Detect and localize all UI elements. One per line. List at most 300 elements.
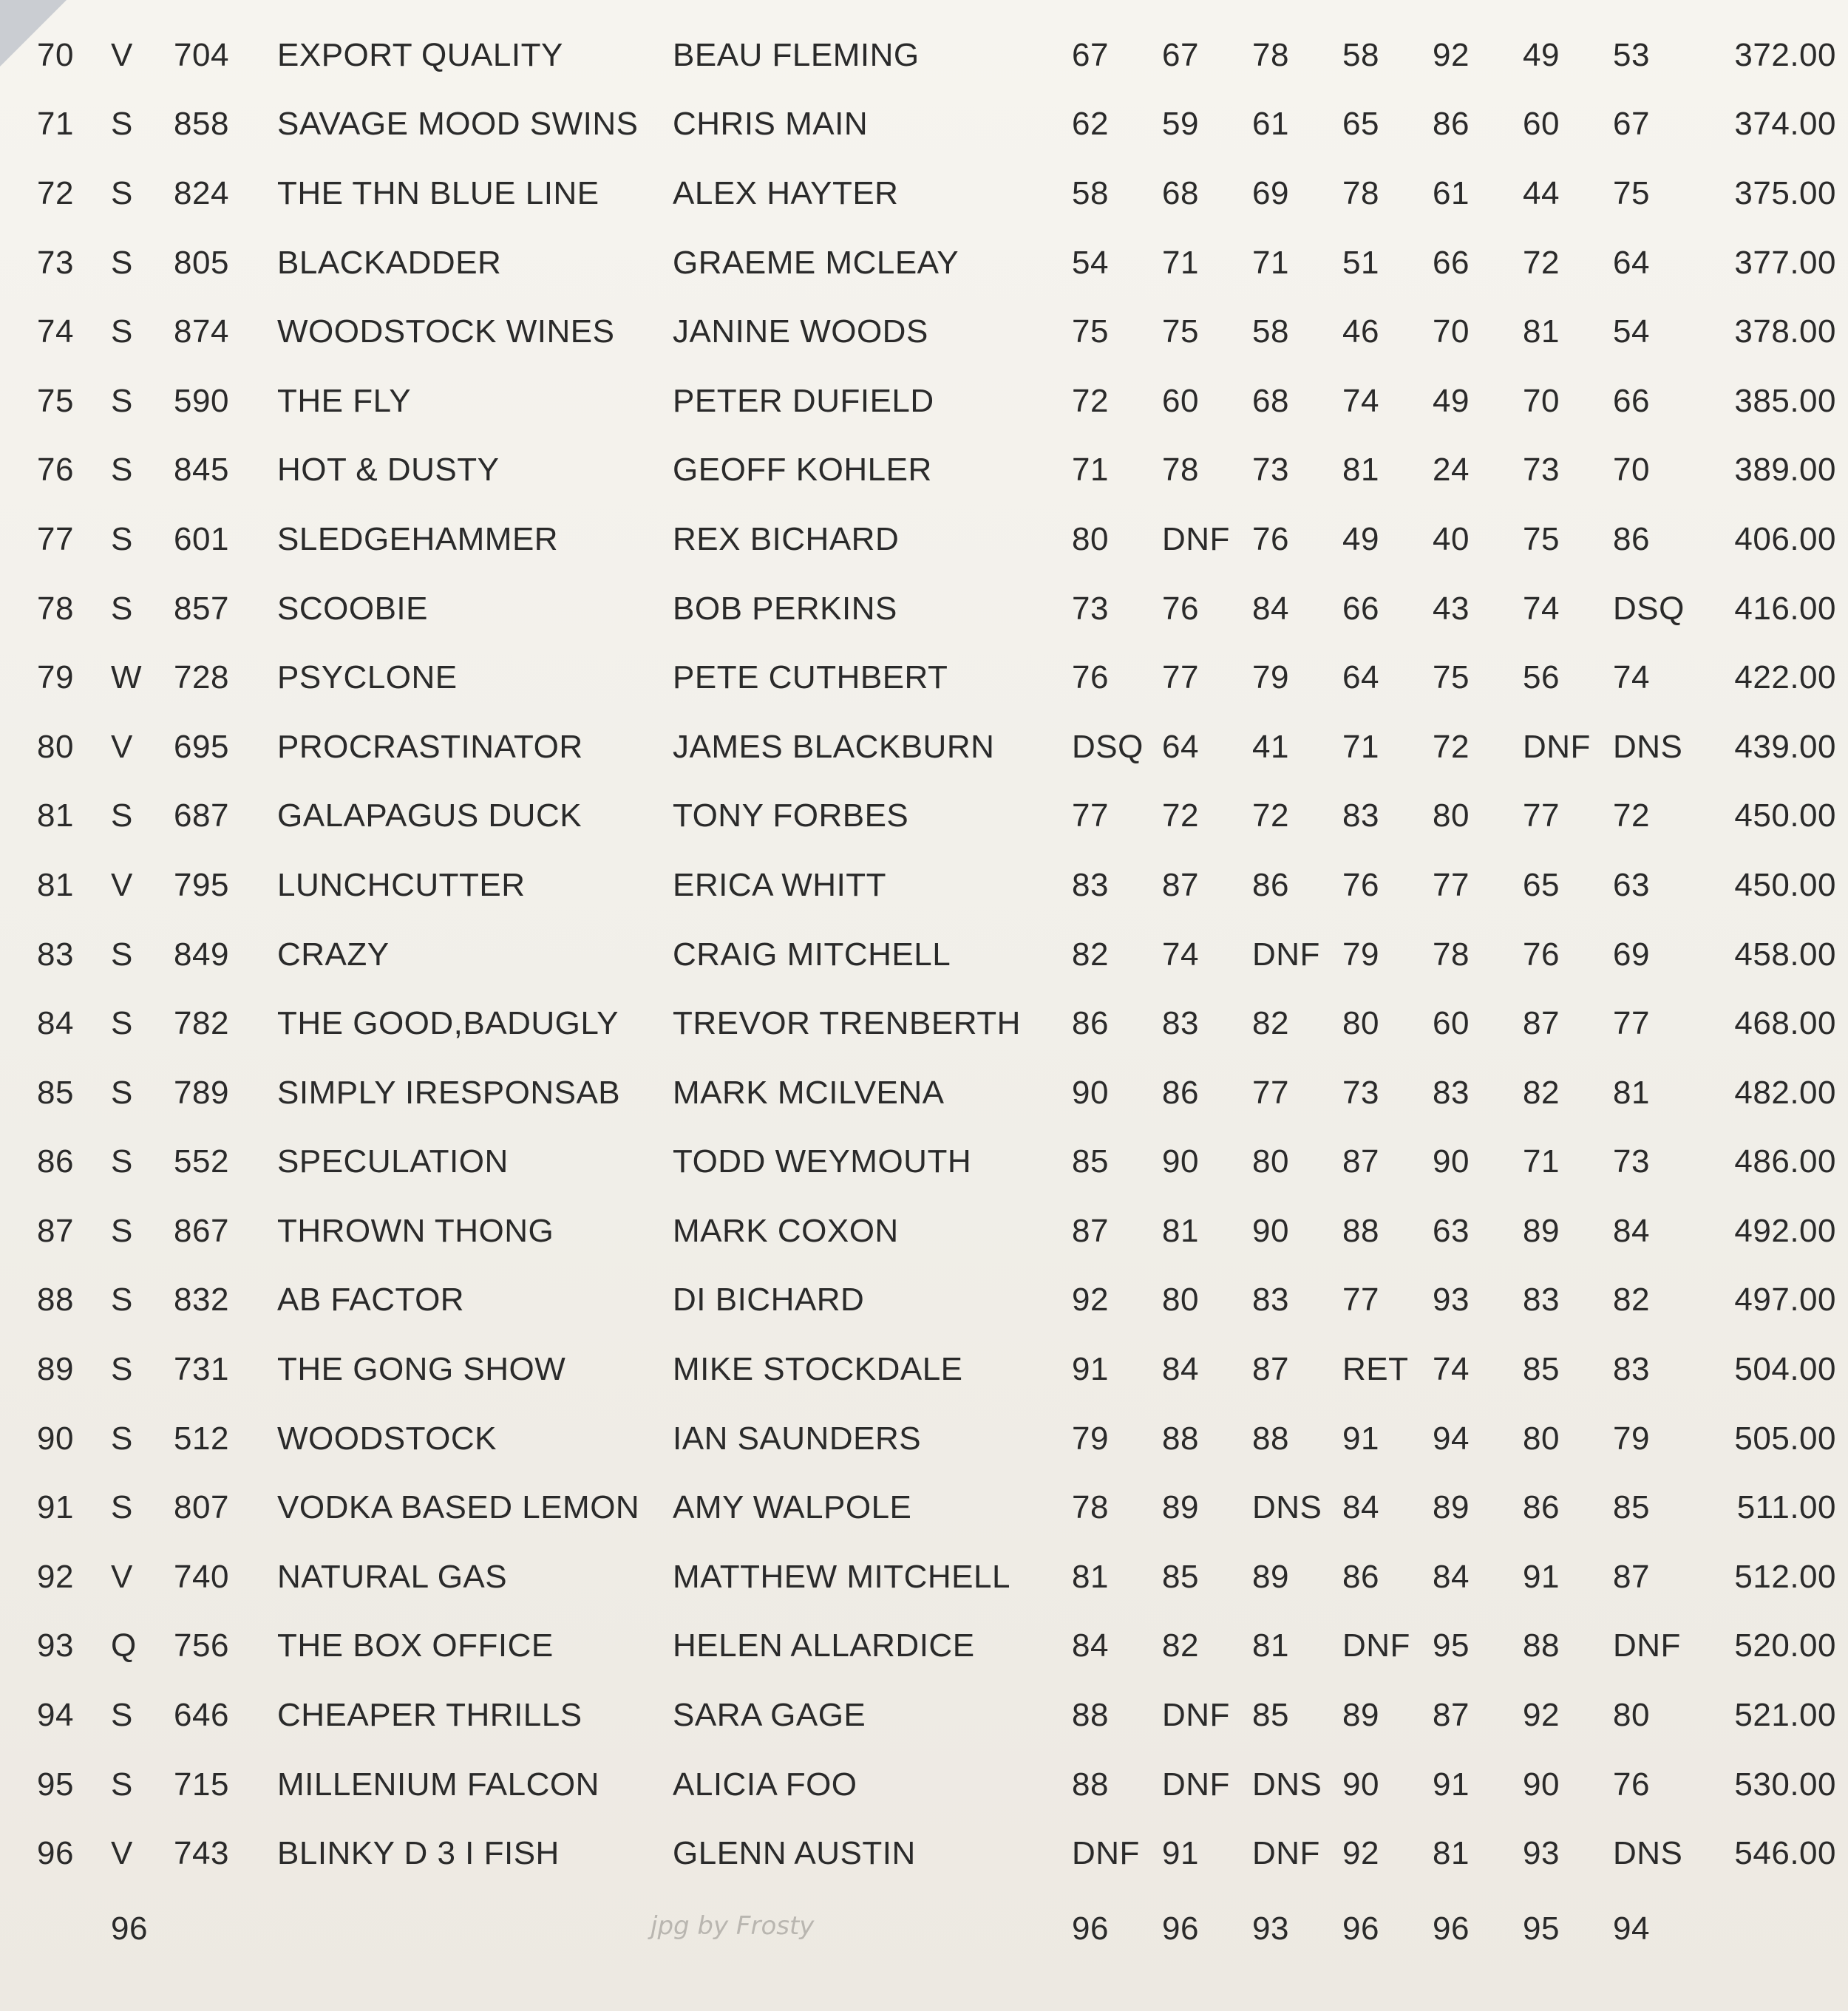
skipper-name-cell: MIKE STOCKDALE (673, 1351, 963, 1388)
race-score-cell: 49 (1342, 520, 1379, 557)
race-score-cell: 87 (1523, 1005, 1560, 1042)
race-score-cell: DNF (1252, 1835, 1320, 1872)
race-score-cell: 90 (1433, 1143, 1470, 1180)
race-score-cell: 76 (1613, 1766, 1650, 1803)
table-row (37, 1128, 1836, 1197)
yacht-name-cell: BLINKY D 3 I FISH (277, 1835, 560, 1872)
race-score-cell: 81 (1072, 1558, 1109, 1595)
race-score-cell: 92 (1072, 1282, 1109, 1318)
yacht-name-cell: THE BOX OFFICE (277, 1627, 554, 1664)
race-score-cell: 82 (1252, 1005, 1289, 1042)
total-points-cell: 406.00 (1734, 520, 1836, 557)
race-score-cell: 88 (1072, 1766, 1109, 1803)
table-row (37, 1542, 1836, 1612)
total-points-cell: 530.00 (1734, 1766, 1836, 1803)
race-score-cell: 84 (1072, 1627, 1109, 1664)
table-row (37, 367, 1836, 436)
race-score-cell: 86 (1162, 1074, 1199, 1111)
race-score-cell: 72 (1523, 244, 1560, 281)
total-points-cell: 422.00 (1734, 659, 1836, 696)
race-score-cell: 70 (1523, 382, 1560, 419)
yacht-name-cell: CHEAPER THRILLS (277, 1697, 582, 1734)
race-score-cell: 54 (1613, 313, 1650, 350)
yacht-name-cell: HOT & DUSTY (277, 452, 500, 489)
race-score-cell: 67 (1162, 36, 1199, 73)
race-score-cell: 83 (1162, 1005, 1199, 1042)
skipper-name-cell: PETE CUTHBERT (673, 659, 948, 696)
race-score-cell: DNF (1162, 1766, 1230, 1803)
race-score-cell: 80 (1613, 1697, 1650, 1734)
table-row (37, 228, 1836, 298)
position-cell: 87 (37, 1212, 74, 1249)
race-score-cell: 65 (1523, 866, 1560, 903)
total-points-cell: 375.00 (1734, 174, 1836, 211)
race-score-cell: 74 (1523, 590, 1560, 627)
race-score-cell: 79 (1252, 659, 1289, 696)
race-score-cell: 90 (1252, 1212, 1289, 1249)
race-score-cell: 91 (1072, 1351, 1109, 1388)
table-row (37, 1197, 1836, 1266)
position-cell: 86 (37, 1143, 74, 1180)
race-score-cell: 75 (1072, 313, 1109, 350)
division-cell: S (111, 1005, 133, 1042)
table-row (37, 1612, 1836, 1681)
race-starters-cell: 95 (1523, 1910, 1560, 1947)
table-row (37, 1335, 1836, 1404)
table-row (37, 90, 1836, 160)
race-score-cell: 75 (1613, 174, 1650, 211)
total-points-cell: 450.00 (1734, 797, 1836, 834)
sail-number-cell: 704 (174, 36, 229, 73)
race-score-cell: 69 (1613, 936, 1650, 973)
race-score-cell: 61 (1433, 174, 1470, 211)
race-score-cell: 86 (1433, 106, 1470, 143)
division-cell: S (111, 1420, 133, 1457)
division-cell: S (111, 313, 133, 350)
total-points-cell: 372.00 (1734, 36, 1836, 73)
race-score-cell: 78 (1252, 36, 1289, 73)
total-points-cell: 450.00 (1734, 866, 1836, 903)
race-score-cell: 93 (1523, 1835, 1560, 1872)
skipper-name-cell: CRAIG MITCHELL (673, 936, 951, 973)
yacht-name-cell: SPECULATION (277, 1143, 509, 1180)
race-score-cell: 80 (1523, 1420, 1560, 1457)
skipper-name-cell: ERICA WHITT (673, 866, 887, 903)
race-score-cell: 87 (1342, 1143, 1379, 1180)
race-score-cell: 89 (1162, 1489, 1199, 1526)
table-row (37, 1819, 1836, 1888)
race-score-cell: 82 (1613, 1282, 1650, 1318)
division-cell: S (111, 452, 133, 489)
race-score-cell: DNS (1252, 1766, 1322, 1803)
race-score-cell: 91 (1433, 1766, 1470, 1803)
table-row (37, 505, 1836, 574)
race-score-cell: DNF (1162, 520, 1230, 557)
race-score-cell: 77 (1523, 797, 1560, 834)
race-score-cell: 89 (1342, 1697, 1379, 1734)
total-points-cell: 520.00 (1734, 1627, 1836, 1664)
skipper-name-cell: TONY FORBES (673, 797, 909, 834)
skipper-name-cell: IAN SAUNDERS (673, 1420, 922, 1457)
race-score-cell: 87 (1162, 866, 1199, 903)
race-score-cell: 64 (1162, 728, 1199, 765)
sail-number-cell: 805 (174, 244, 229, 281)
race-score-cell: 86 (1523, 1489, 1560, 1526)
summary-blank-cell (277, 1888, 673, 1970)
race-score-cell: 70 (1433, 313, 1470, 350)
position-cell: 79 (37, 659, 74, 696)
race-starters-cell: 96 (1433, 1910, 1470, 1947)
yacht-name-cell: SIMPLY IRESPONSAB (277, 1074, 621, 1111)
yacht-name-cell: THE GONG SHOW (277, 1351, 566, 1388)
race-score-cell: 68 (1252, 382, 1289, 419)
position-cell: 90 (37, 1420, 74, 1457)
sail-number-cell: 731 (174, 1351, 229, 1388)
division-cell: S (111, 590, 133, 627)
race-score-cell: 88 (1252, 1420, 1289, 1457)
race-score-cell: 40 (1433, 520, 1470, 557)
race-score-cell: 74 (1433, 1351, 1470, 1388)
race-score-cell: 67 (1072, 36, 1109, 73)
table-row (37, 1404, 1836, 1474)
race-score-cell: 83 (1072, 866, 1109, 903)
race-score-cell: 51 (1342, 244, 1379, 281)
race-score-cell: 87 (1072, 1212, 1109, 1249)
total-points-cell: 482.00 (1734, 1074, 1836, 1111)
yacht-name-cell: SAVAGE MOOD SWINS (277, 106, 639, 143)
skipper-name-cell: JAMES BLACKBURN (673, 728, 995, 765)
race-score-cell: 68 (1162, 174, 1199, 211)
race-score-cell: 62 (1072, 106, 1109, 143)
race-score-cell: 84 (1342, 1489, 1379, 1526)
race-score-cell: 43 (1433, 590, 1470, 627)
skipper-name-cell: GRAEME MCLEAY (673, 244, 959, 281)
table-row (37, 643, 1836, 712)
division-cell: V (111, 728, 133, 765)
race-score-cell: 81 (1342, 452, 1379, 489)
race-score-cell: DNF (1072, 1835, 1140, 1872)
race-score-cell: 89 (1523, 1212, 1560, 1249)
race-score-cell: 49 (1433, 382, 1470, 419)
race-score-cell: 90 (1523, 1766, 1560, 1803)
race-score-cell: 61 (1252, 106, 1289, 143)
race-score-cell: 75 (1433, 659, 1470, 696)
race-score-cell: 66 (1613, 382, 1650, 419)
race-score-cell: 81 (1613, 1074, 1650, 1111)
position-cell: 83 (37, 936, 74, 973)
race-score-cell: 77 (1252, 1074, 1289, 1111)
race-score-cell: 67 (1613, 106, 1650, 143)
sail-number-cell: 807 (174, 1489, 229, 1526)
race-score-cell: 78 (1433, 936, 1470, 973)
race-score-cell: 73 (1613, 1143, 1650, 1180)
race-score-cell: 83 (1613, 1351, 1650, 1388)
race-score-cell: 92 (1342, 1835, 1379, 1872)
race-score-cell: 84 (1613, 1212, 1650, 1249)
total-points-cell: 521.00 (1734, 1697, 1836, 1734)
position-cell: 91 (37, 1489, 74, 1526)
yacht-name-cell: BLACKADDER (277, 244, 502, 281)
skipper-name-cell: ALEX HAYTER (673, 174, 899, 211)
race-score-cell: 90 (1342, 1766, 1379, 1803)
race-score-cell: 76 (1523, 936, 1560, 973)
race-score-cell: 73 (1523, 452, 1560, 489)
race-score-cell: DNF (1523, 728, 1591, 765)
total-points-cell: 439.00 (1734, 728, 1836, 765)
table-row (37, 297, 1836, 367)
race-score-cell: 72 (1433, 728, 1470, 765)
race-starters-cell: 96 (1162, 1910, 1199, 1947)
table-row (37, 1266, 1836, 1335)
race-score-cell: 78 (1342, 174, 1379, 211)
race-score-cell: DNF (1252, 936, 1320, 973)
sail-number-cell: 857 (174, 590, 229, 627)
table-row (37, 1750, 1836, 1820)
skipper-name-cell: TODD WEYMOUTH (673, 1143, 972, 1180)
table-row (37, 920, 1836, 990)
skipper-name-cell: ALICIA FOO (673, 1766, 857, 1803)
yacht-name-cell: THE GOOD,BADUGLY (277, 1005, 619, 1042)
skipper-name-cell: GEOFF KOHLER (673, 452, 932, 489)
race-score-cell: 79 (1342, 936, 1379, 973)
sail-number-cell: 874 (174, 313, 229, 350)
race-score-cell: 59 (1162, 106, 1199, 143)
table-row (37, 1681, 1836, 1750)
yacht-name-cell: THE FLY (277, 382, 412, 419)
race-score-cell: 83 (1252, 1282, 1289, 1318)
table-row (37, 782, 1836, 851)
race-score-cell: 86 (1252, 866, 1289, 903)
race-score-cell: 80 (1342, 1005, 1379, 1042)
total-points-cell: 416.00 (1734, 590, 1836, 627)
total-points-cell: 378.00 (1734, 313, 1836, 350)
yacht-name-cell: THROWN THONG (277, 1212, 554, 1249)
watermark-text: jpg by Frosty (650, 1911, 815, 1941)
summary-row (37, 1888, 1836, 1970)
position-cell: 92 (37, 1558, 74, 1595)
race-score-cell: 77 (1072, 797, 1109, 834)
results-table-body (37, 21, 1836, 1970)
entry-count-cell: 96 (111, 1910, 148, 1947)
race-score-cell: 73 (1342, 1074, 1379, 1111)
sail-number-cell: 845 (174, 452, 229, 489)
race-score-cell: RET (1342, 1351, 1409, 1388)
position-cell: 75 (37, 382, 74, 419)
position-cell: 70 (37, 36, 74, 73)
sail-number-cell: 858 (174, 106, 229, 143)
yacht-name-cell: PROCRASTINATOR (277, 728, 583, 765)
division-cell: S (111, 1697, 133, 1734)
race-score-cell: 91 (1523, 1558, 1560, 1595)
yacht-name-cell: VODKA BASED LEMON (277, 1489, 640, 1526)
position-cell: 81 (37, 797, 74, 834)
table-row (37, 21, 1836, 90)
race-score-cell: 81 (1523, 313, 1560, 350)
yacht-name-cell: MILLENIUM FALCON (277, 1766, 599, 1803)
race-score-cell: DNF (1162, 1697, 1230, 1734)
table-row (37, 436, 1836, 506)
sail-number-cell: 715 (174, 1766, 229, 1803)
skipper-name-cell: JANINE WOODS (673, 313, 928, 350)
race-score-cell: 77 (1342, 1282, 1379, 1318)
skipper-name-cell: AMY WALPOLE (673, 1489, 912, 1526)
race-score-cell: 92 (1523, 1697, 1560, 1734)
division-cell: S (111, 1074, 133, 1111)
total-points-cell: 492.00 (1734, 1212, 1836, 1249)
skipper-name-cell: PETER DUFIELD (673, 382, 934, 419)
race-score-cell: 72 (1072, 382, 1109, 419)
race-score-cell: 85 (1162, 1558, 1199, 1595)
race-score-cell: 81 (1433, 1835, 1470, 1872)
race-score-cell: 60 (1162, 382, 1199, 419)
race-score-cell: 54 (1072, 244, 1109, 281)
total-points-cell: 505.00 (1734, 1420, 1836, 1457)
total-points-cell: 511.00 (1736, 1489, 1836, 1526)
sail-number-cell: 756 (174, 1627, 229, 1664)
table-row (37, 1473, 1836, 1542)
race-score-cell: 76 (1342, 866, 1379, 903)
sail-number-cell: 740 (174, 1558, 229, 1595)
race-score-cell: 74 (1162, 936, 1199, 973)
summary-blank-cell (1703, 1888, 1836, 1970)
race-score-cell: 71 (1072, 452, 1109, 489)
skipper-name-cell: MARK COXON (673, 1212, 899, 1249)
division-cell: S (111, 1351, 133, 1388)
race-score-cell: 64 (1613, 244, 1650, 281)
skipper-name-cell: GLENN AUSTIN (673, 1835, 916, 1872)
race-score-cell: 92 (1433, 36, 1470, 73)
race-score-cell: DNS (1613, 1835, 1683, 1872)
total-points-cell: 497.00 (1734, 1282, 1836, 1318)
race-score-cell: 74 (1342, 382, 1379, 419)
race-score-cell: 83 (1433, 1074, 1470, 1111)
race-score-cell: 86 (1613, 520, 1650, 557)
race-score-cell: 90 (1072, 1074, 1109, 1111)
race-score-cell: DNS (1252, 1489, 1322, 1526)
yacht-name-cell: SLEDGEHAMMER (277, 520, 559, 557)
race-score-cell: 93 (1433, 1282, 1470, 1318)
race-score-cell: 85 (1072, 1143, 1109, 1180)
total-points-cell: 468.00 (1734, 1005, 1836, 1042)
position-cell: 76 (37, 452, 74, 489)
total-points-cell: 504.00 (1734, 1351, 1836, 1388)
race-score-cell: 66 (1342, 590, 1379, 627)
skipper-name-cell: REX BICHARD (673, 520, 900, 557)
race-score-cell: 91 (1162, 1835, 1199, 1872)
division-cell: V (111, 1835, 133, 1872)
yacht-name-cell: THE THN BLUE LINE (277, 174, 599, 211)
race-score-cell: 82 (1072, 936, 1109, 973)
division-cell: S (111, 1212, 133, 1249)
race-score-cell: 75 (1523, 520, 1560, 557)
skipper-name-cell: DI BICHARD (673, 1282, 865, 1318)
race-score-cell: 53 (1613, 36, 1650, 73)
sail-number-cell: 695 (174, 728, 229, 765)
race-score-cell: DNF (1342, 1627, 1410, 1664)
division-cell: S (111, 382, 133, 419)
position-cell: 71 (37, 106, 74, 143)
race-score-cell: 81 (1252, 1627, 1289, 1664)
sail-number-cell: 849 (174, 936, 229, 973)
race-score-cell: 60 (1523, 106, 1560, 143)
race-score-cell: 87 (1613, 1558, 1650, 1595)
yacht-name-cell: WOODSTOCK WINES (277, 313, 615, 350)
race-score-cell: 95 (1433, 1627, 1470, 1664)
race-score-cell: 79 (1072, 1420, 1109, 1457)
yacht-name-cell: NATURAL GAS (277, 1558, 508, 1595)
race-score-cell: 85 (1252, 1697, 1289, 1734)
race-score-cell: 86 (1072, 1005, 1109, 1042)
division-cell: Q (111, 1627, 137, 1664)
race-score-cell: 90 (1162, 1143, 1199, 1180)
skipper-name-cell: BOB PERKINS (673, 590, 897, 627)
total-points-cell: 389.00 (1734, 452, 1836, 489)
total-points-cell: 374.00 (1734, 106, 1836, 143)
race-score-cell: 85 (1523, 1351, 1560, 1388)
yacht-name-cell: SCOOBIE (277, 590, 428, 627)
sail-number-cell: 789 (174, 1074, 229, 1111)
position-cell: 72 (37, 174, 74, 211)
total-points-cell: 512.00 (1734, 1558, 1836, 1595)
race-score-cell: 88 (1072, 1697, 1109, 1734)
division-cell: S (111, 106, 133, 143)
sail-number-cell: 552 (174, 1143, 229, 1180)
position-cell: 80 (37, 728, 74, 765)
table-row (37, 851, 1836, 920)
race-score-cell: 24 (1433, 452, 1470, 489)
race-score-cell: 88 (1342, 1212, 1379, 1249)
race-score-cell: 71 (1342, 728, 1379, 765)
race-score-cell: 77 (1162, 659, 1199, 696)
race-score-cell: DNF (1613, 1627, 1681, 1664)
total-points-cell: 546.00 (1734, 1835, 1836, 1872)
position-cell: 84 (37, 1005, 74, 1042)
sail-number-cell: 782 (174, 1005, 229, 1042)
position-cell: 78 (37, 590, 74, 627)
race-score-cell: 72 (1162, 797, 1199, 834)
yacht-name-cell: LUNCHCUTTER (277, 866, 526, 903)
race-score-cell: 84 (1252, 590, 1289, 627)
sail-number-cell: 512 (174, 1420, 229, 1457)
yacht-name-cell: AB FACTOR (277, 1282, 465, 1318)
division-cell: V (111, 36, 133, 73)
sail-number-cell: 743 (174, 1835, 229, 1872)
position-cell: 95 (37, 1766, 74, 1803)
table-row (37, 159, 1836, 228)
yacht-name-cell: GALAPAGUS DUCK (277, 797, 582, 834)
race-score-cell: 80 (1433, 797, 1470, 834)
yacht-name-cell: EXPORT QUALITY (277, 36, 563, 73)
race-score-cell: 58 (1072, 174, 1109, 211)
position-cell: 74 (37, 313, 74, 350)
sail-number-cell: 646 (174, 1697, 229, 1734)
race-score-cell: DSQ (1613, 590, 1685, 627)
race-starters-cell: 96 (1342, 1910, 1379, 1947)
race-starters-cell: 96 (1072, 1910, 1109, 1947)
race-score-cell: 60 (1433, 1005, 1470, 1042)
sail-number-cell: 590 (174, 382, 229, 419)
race-score-cell: 71 (1523, 1143, 1560, 1180)
total-points-cell: 377.00 (1734, 244, 1836, 281)
sail-number-cell: 728 (174, 659, 229, 696)
division-cell: S (111, 1766, 133, 1803)
summary-blank-cell (174, 1888, 277, 1970)
race-score-cell: 85 (1613, 1489, 1650, 1526)
sail-number-cell: 601 (174, 520, 229, 557)
race-score-cell: 56 (1523, 659, 1560, 696)
race-score-cell: 82 (1162, 1627, 1199, 1664)
table-row (37, 712, 1836, 782)
